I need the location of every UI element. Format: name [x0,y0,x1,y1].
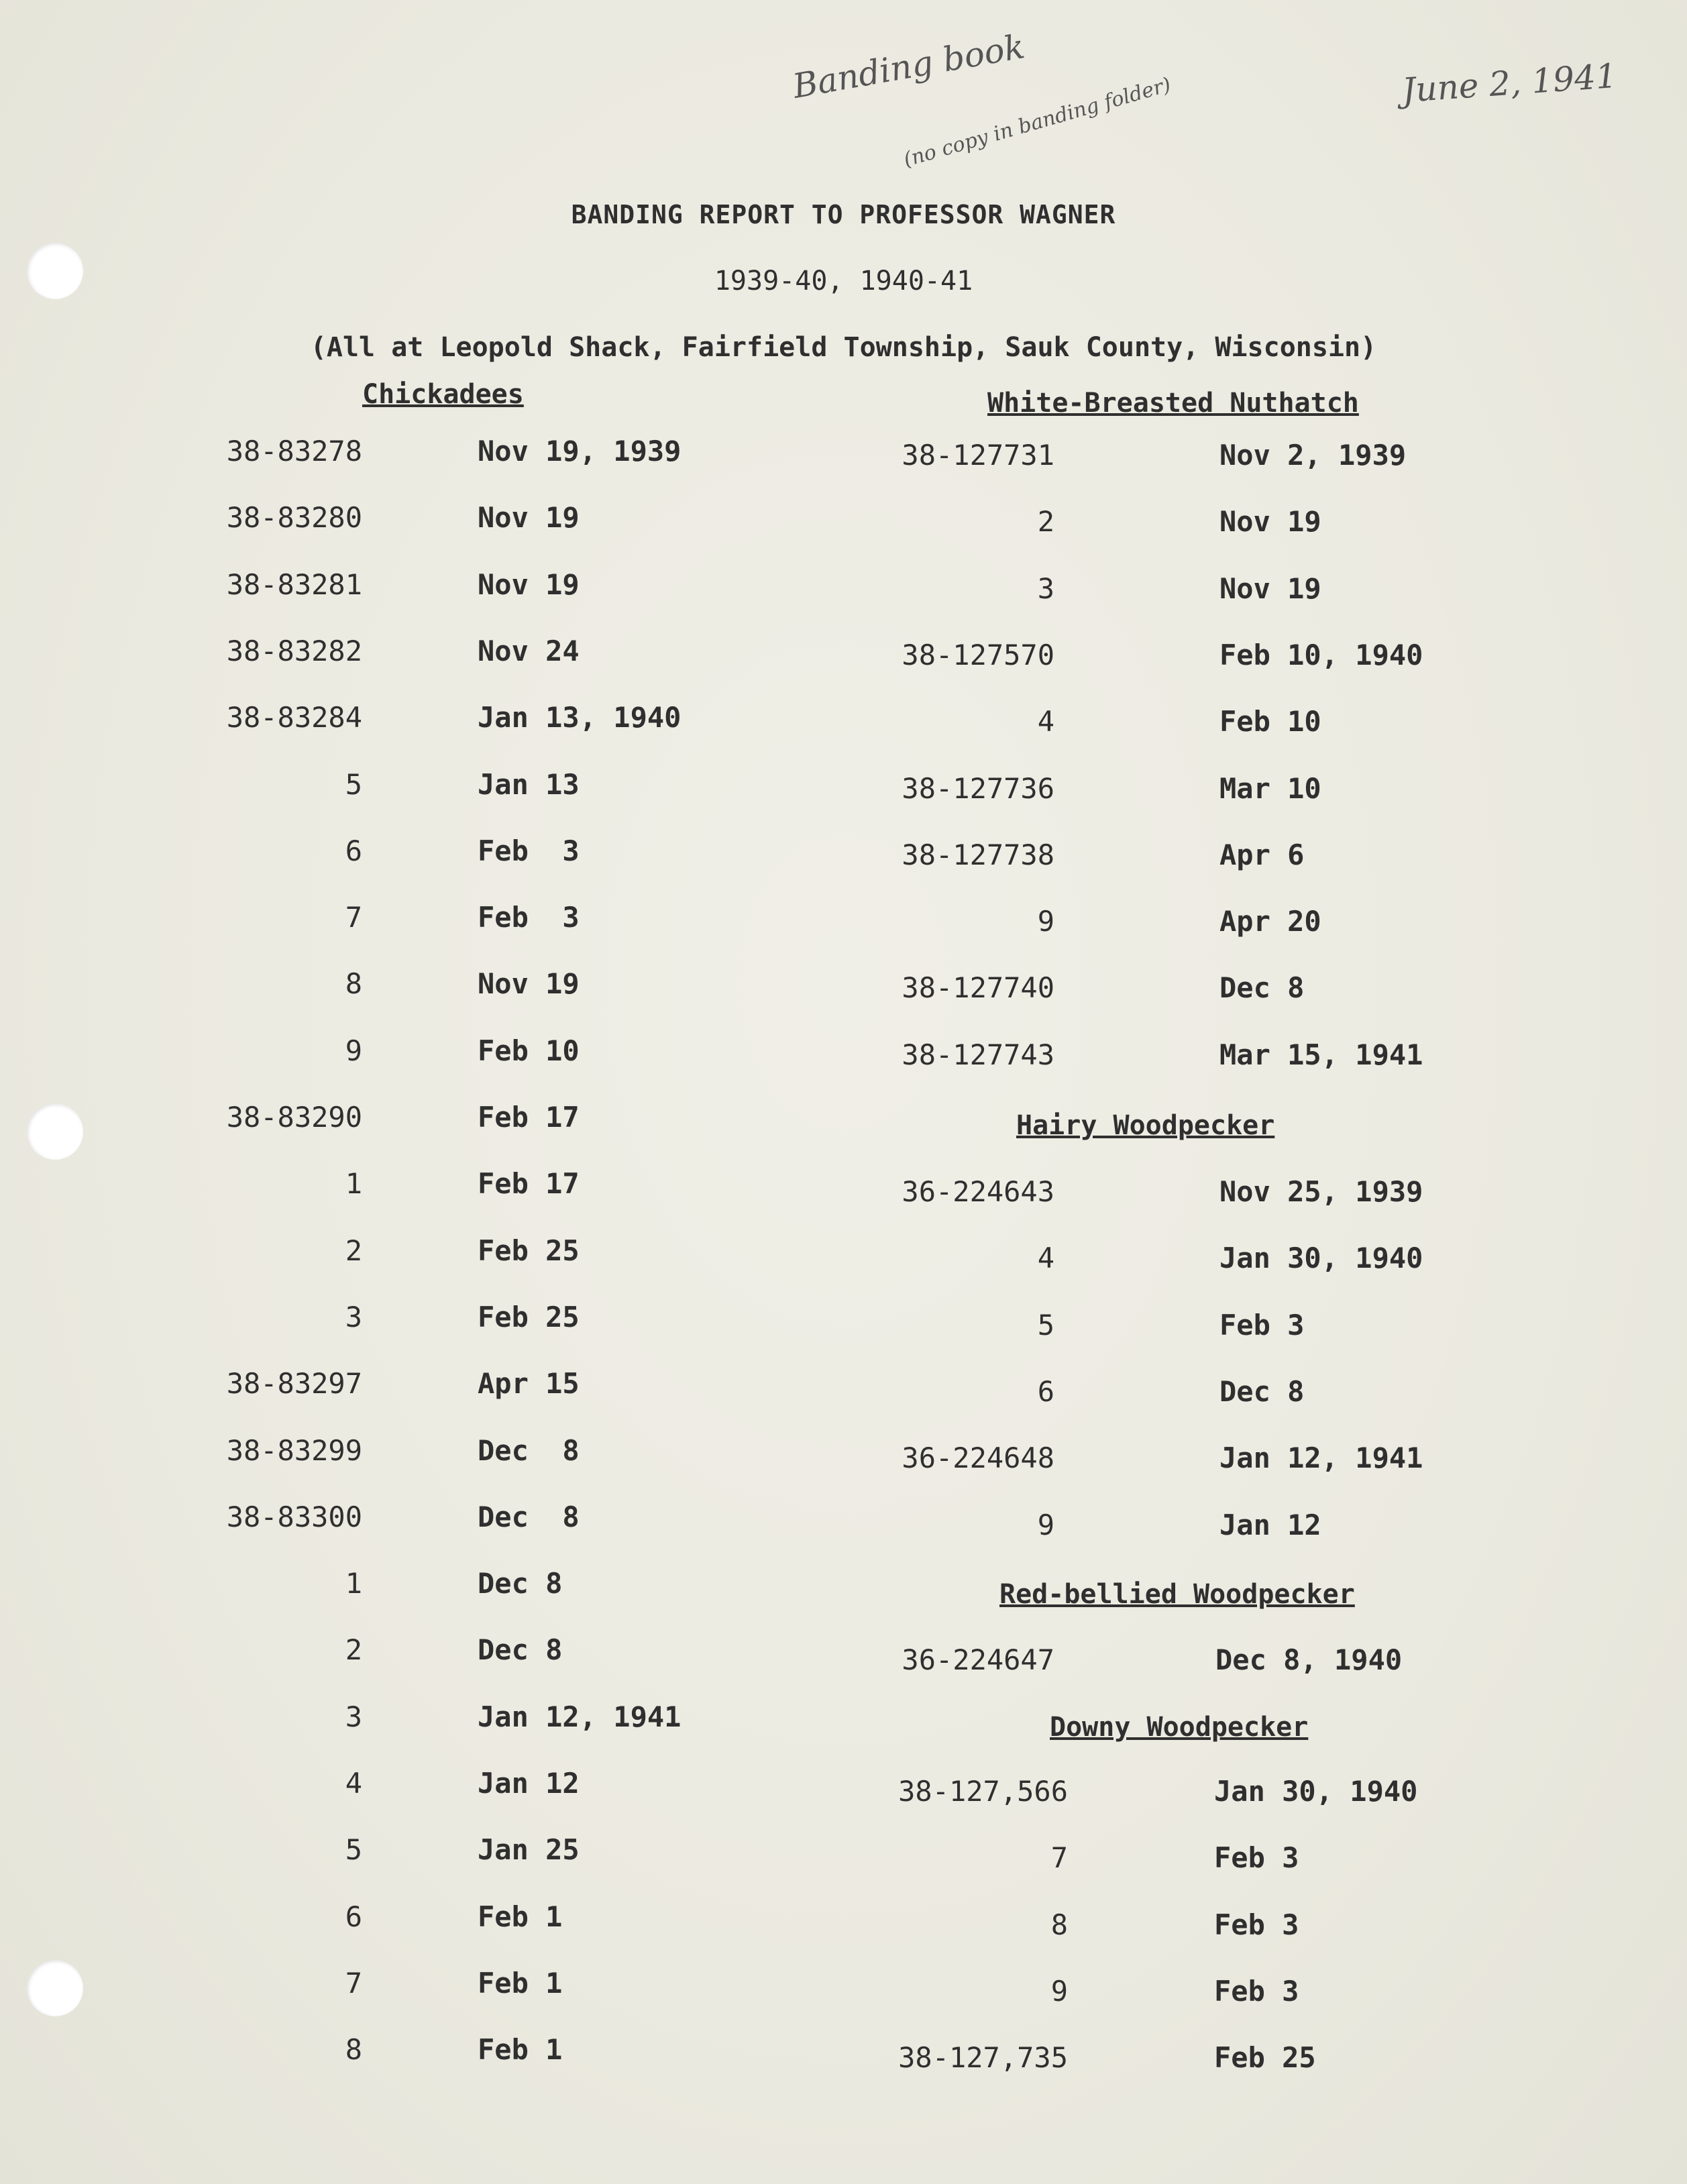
band-number: 36-224647 [902,1643,1054,1676]
banding-date: Dec 8, 1940 [1215,1643,1403,1676]
banding-date: Dec 8 [478,1633,563,1667]
band-number: 38-127743 [902,1038,1054,1071]
banding-date: Nov 2, 1939 [1219,439,1407,472]
handwritten-date: June 2, 1941 [1401,56,1619,111]
banding-date: Nov 19 [478,501,580,535]
banding-date: Jan 30, 1940 [1214,1775,1418,1808]
banding-date: Feb 17 [478,1167,580,1201]
banding-date: Feb 25 [478,1300,580,1333]
banding-date: Dec 8 [478,1567,563,1600]
band-number: 5 [1037,1308,1054,1342]
band-number: 36-224643 [902,1175,1054,1208]
banding-date: Dec 8 [478,1500,580,1533]
band-number: 9 [345,1034,362,1067]
band-number: 2 [345,1234,362,1267]
banding-date: Jan 12 [478,1767,580,1800]
report-location: (All at Leopold Shack, Fairfield Township, Sauk County, Wisconsin) [310,332,1377,363]
band-number: 7 [345,1966,362,2000]
band-number: 8 [345,967,362,1001]
report-years: 1939-40, 1940-41 [714,266,973,296]
band-number: 38-127731 [902,439,1054,472]
report-title: BANDING REPORT TO PROFESSOR WAGNER [571,200,1116,229]
punch-hole-bottom [27,1960,83,2016]
band-number: 38-127740 [902,971,1054,1005]
band-number: 4 [1037,705,1054,739]
banding-date: Mar 15, 1941 [1219,1038,1423,1071]
hairy-woodpecker-heading: Hairy Woodpecker [1016,1110,1275,1141]
band-number: 9 [1037,905,1054,938]
banding-date: Nov 19, 1939 [478,435,682,468]
banding-date: Feb 3 [1214,1974,1299,2008]
red-bellied-woodpecker-heading: Red-bellied Woodpecker [999,1579,1355,1610]
band-number: 38-127570 [902,638,1054,671]
band-number: 38-83278 [226,435,362,468]
band-number: 4 [1037,1242,1054,1275]
downy-woodpecker-heading: Downy Woodpecker [1050,1712,1309,1743]
band-number: 38-127,566 [898,1775,1068,1808]
band-number: 1 [345,1567,362,1600]
banding-date: Jan 12, 1941 [478,1700,682,1733]
banding-date: Nov 19 [1219,571,1321,605]
band-number: 38-83284 [226,701,362,734]
band-number: 6 [345,1900,362,1933]
handwritten-banding-book: Banding book [790,27,1028,106]
band-number: 36-224648 [902,1441,1054,1475]
banding-date: Nov 19 [478,567,580,601]
banding-date: Feb 1 [478,1900,563,1933]
banding-date: Feb 1 [478,1966,563,2000]
band-number: 7 [345,901,362,934]
band-number: 5 [345,767,362,801]
banding-date: Nov 25, 1939 [1219,1175,1423,1208]
band-number: 3 [1037,571,1054,605]
banding-date: Feb 3 [478,834,580,867]
chickadees-heading: Chickadees [362,379,524,410]
banding-date: Jan 12 [1219,1508,1321,1541]
band-number: 2 [345,1633,362,1667]
band-number: 6 [1037,1374,1054,1408]
band-number: 38-83290 [226,1101,362,1134]
banding-date: Feb 10 [478,1034,580,1067]
band-number: 8 [1050,1908,1068,1941]
handwritten-no-copy-note: (no copy in banding folder) [901,72,1174,172]
band-number: 9 [1037,1508,1054,1541]
band-number: 38-127738 [902,838,1054,871]
banding-date: Jan 12, 1941 [1219,1441,1423,1475]
banding-date: Feb 3 [478,901,580,934]
banding-date: Dec 8 [1219,1374,1305,1408]
banding-date: Jan 25 [478,1833,580,1867]
band-number: 6 [345,834,362,867]
banding-date: Feb 3 [1214,1908,1299,1941]
band-number: 1 [345,1167,362,1201]
banding-date: Mar 10 [1219,771,1321,805]
band-number: 38-127736 [902,771,1054,805]
band-number: 38-83281 [226,567,362,601]
banding-date: Jan 13, 1940 [478,701,682,734]
band-number: 2 [1037,505,1054,539]
banding-date: Apr 6 [1219,838,1305,871]
band-number: 4 [345,1767,362,1800]
band-number: 7 [1050,1841,1068,1875]
punch-hole-middle [27,1103,83,1160]
band-number: 38-83299 [226,1433,362,1467]
banding-date: Nov 19 [1219,505,1321,539]
band-number: 38-127,735 [898,2041,1068,2075]
band-number: 38-83297 [226,1367,362,1401]
banding-date: Nov 19 [478,967,580,1001]
banding-date: Feb 10, 1940 [1219,638,1423,671]
band-number: 9 [1050,1974,1068,2008]
nuthatch-heading: White-Breasted Nuthatch [987,388,1359,419]
banding-date: Feb 25 [1214,2041,1316,2075]
banding-date: Feb 17 [478,1101,580,1134]
banding-date: Apr 20 [1219,905,1321,938]
banding-date: Dec 8 [1219,971,1305,1005]
band-number: 3 [345,1300,362,1333]
banding-date: Dec 8 [478,1433,580,1467]
band-number: 38-83282 [226,634,362,667]
band-number: 8 [345,2033,362,2067]
banding-date: Apr 15 [478,1367,580,1401]
banding-date: Feb 3 [1219,1308,1305,1342]
banding-date: Jan 13 [478,767,580,801]
band-number: 38-83300 [226,1500,362,1533]
band-number: 38-83280 [226,501,362,535]
band-number: 3 [345,1700,362,1733]
banding-date: Feb 10 [1219,705,1321,739]
banding-date: Feb 1 [478,2033,563,2067]
banding-date: Nov 24 [478,634,580,667]
banding-date: Feb 3 [1214,1841,1299,1875]
band-number: 5 [345,1833,362,1867]
banding-date: Jan 30, 1940 [1219,1242,1423,1275]
banding-date: Feb 25 [478,1234,580,1267]
